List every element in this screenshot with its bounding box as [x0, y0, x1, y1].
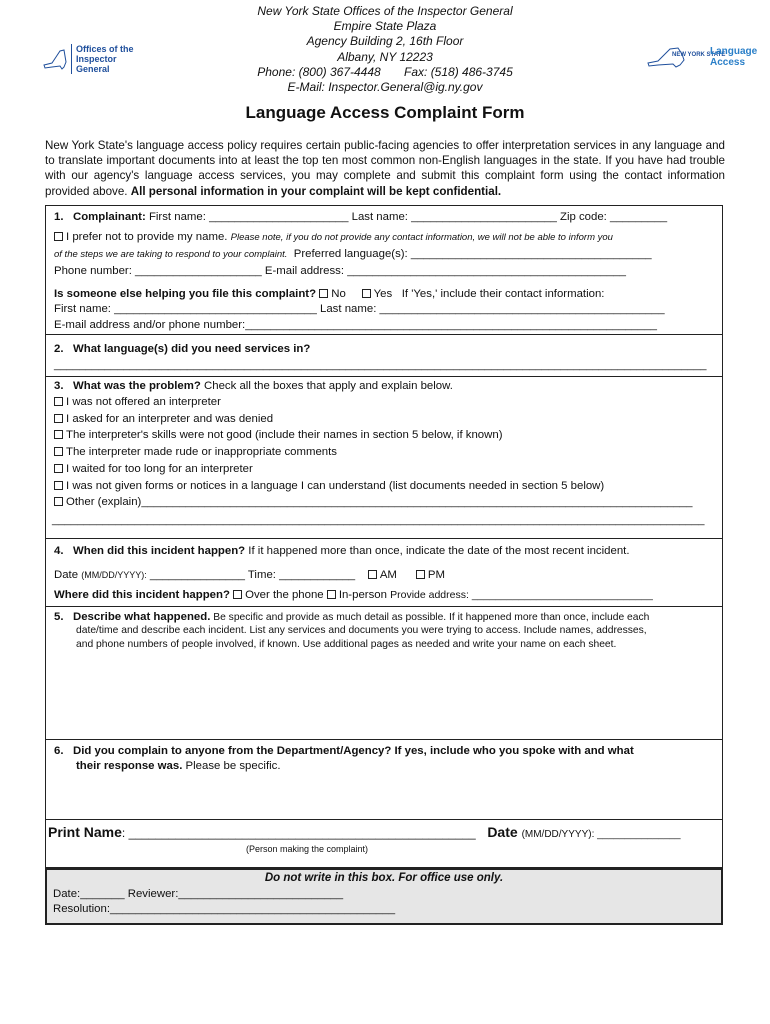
sign-date-field[interactable]: (MM/DD/YYYY): _______________	[521, 829, 681, 840]
complainant-label: Complainant:	[73, 211, 146, 223]
date-format: (MM/DD/YYYY):	[81, 570, 147, 580]
if-yes-instruction: If 'Yes,' include their contact information:	[401, 288, 605, 300]
problem-option: The interpreter made rude or inappropriate comments	[66, 446, 337, 458]
am-label: AM	[379, 569, 397, 581]
pm-checkbox[interactable]	[416, 570, 425, 579]
agency-contact-block	[200, 4, 570, 95]
other-explain-field[interactable]: Other (explain)_______________________________________________________________________________________	[66, 496, 693, 508]
address-field[interactable]: Provide address: _______________________________	[390, 589, 653, 601]
problem-checkbox[interactable]	[54, 481, 63, 490]
section-5-describe[interactable]	[45, 607, 723, 740]
phone-label: Over the phone	[245, 589, 324, 601]
section-3-problem	[45, 377, 723, 539]
office-use-title: Do not write in this box. For office use only.	[264, 872, 504, 884]
complained-question: their response was.	[76, 760, 183, 772]
describe-instruction: and phone numbers of people involved, if known. Use additional pages as needed and write your name on each sheet.	[76, 639, 617, 650]
language-question: What language(s) did you need services in?	[73, 343, 311, 355]
oig-logo	[42, 44, 152, 74]
steps-note: of the steps we are taking to respond to your complaint.	[54, 249, 288, 260]
prefer-not-checkbox[interactable]	[54, 232, 63, 241]
problem-option: I was not given forms or notices in a language I can understand (list documents needed in section 5 below)	[66, 480, 605, 492]
problem-option: I waited for too long for an interpreter	[66, 463, 253, 475]
logo-line: Inspector General	[76, 54, 117, 74]
language-access-text	[710, 46, 757, 68]
print-name-label: Print Name	[48, 824, 122, 840]
section-number: 1.	[54, 211, 64, 223]
problem-checkbox[interactable]	[54, 464, 63, 473]
ny-state-map-icon	[646, 45, 726, 69]
logo-line: Language	[710, 46, 758, 57]
problem-checkbox[interactable]	[54, 430, 63, 439]
phone-checkbox[interactable]	[233, 590, 242, 599]
address-line: Agency Building 2, 16th Floor	[306, 34, 464, 49]
office-use-box	[45, 868, 723, 925]
resolution-field[interactable]: Resolution:_____________________________________________	[53, 903, 396, 915]
agency-name: New York State Offices of the Inspector General	[257, 4, 513, 18]
print-name-field[interactable]: : ____________________________________________________	[121, 826, 476, 840]
section-number: 2.	[54, 343, 64, 355]
when-question: When did this incident happen?	[73, 545, 246, 557]
problem-option: The interpreter's skills were not good (include their names in section 5 below, if known)	[66, 429, 503, 441]
other-checkbox[interactable]	[54, 497, 63, 506]
date-reviewer-field[interactable]: Date:_______ Reviewer:__________________________	[53, 888, 344, 900]
address-line: Empire State Plaza	[333, 19, 437, 34]
date-time-fields[interactable]: _______________ Time: ____________	[146, 569, 356, 581]
inperson-checkbox[interactable]	[327, 590, 336, 599]
intro-text: New York State's language access policy requires certain public-facing agencies to offer interpretation services in any language and to translate important documents into at least the top ten most common non-English languages in the state. If you have had trouble with our agency's language access services, you may complete and submit this complaint form using the contact information provided above.	[45, 139, 725, 198]
describe-instruction: date/time and describe each incident. List any services and documents you were trying to access. Include names, addresses,	[76, 625, 647, 636]
where-question: Where did this incident happen?	[54, 589, 230, 601]
language-answer-line[interactable]: _______________________________________________________________________________________________________	[54, 359, 707, 371]
describe-question: Describe what happened.	[73, 611, 211, 623]
describe-instruction: Be specific and provide as much detail as possible. If it happened more than once, include each	[210, 612, 650, 623]
when-instruction: If it happened more than once, indicate the date of the most recent incident.	[245, 545, 630, 557]
problem-checkbox[interactable]	[54, 414, 63, 423]
oig-logo-text	[71, 44, 152, 74]
logo-line: Access	[710, 57, 746, 68]
helper-contact-field[interactable]: E-mail address and/or phone number:_________________________________________________________________	[54, 319, 657, 331]
person-caption: (Person making the complaint)	[246, 844, 369, 854]
helping-no-checkbox[interactable]	[319, 289, 328, 298]
logo-state-text: NEW YORK STATE	[672, 52, 726, 58]
helper-name-fields[interactable]: First name: ________________________________ Last name: _____________________________________________	[54, 303, 665, 315]
problem-checkbox[interactable]	[54, 397, 63, 406]
complained-instruction: Please be specific.	[182, 760, 281, 772]
section-4-when	[45, 539, 723, 607]
date-label: Date	[54, 569, 79, 581]
language-access-logo	[646, 42, 758, 72]
prefer-not-label: I prefer not to provide my name.	[66, 231, 228, 243]
section-6-complained[interactable]	[45, 740, 723, 820]
am-checkbox[interactable]	[368, 570, 377, 579]
inperson-label: In-person	[338, 589, 387, 601]
pm-label: PM	[427, 569, 445, 581]
phone-fax: Phone: (800) 367-4448 Fax: (518) 486-3745	[257, 64, 513, 79]
email-line: E-Mail: Inspector.General@ig.ny.gov	[287, 80, 483, 95]
name-zip-fields[interactable]: First name: ______________________ Last name: _______________________ Zip code: _________	[145, 211, 668, 223]
helping-yes-checkbox[interactable]	[362, 289, 371, 298]
section-2-language	[45, 335, 723, 377]
problem-option: I was not offered an interpreter	[66, 396, 221, 408]
section-number: 3.	[54, 380, 64, 392]
intro-paragraph	[45, 138, 725, 199]
phone-email-fields[interactable]: Phone number: ____________________ E-mail address: ____________________________________________	[54, 265, 626, 277]
ny-state-map-icon	[42, 47, 68, 71]
no-label: No	[331, 288, 346, 300]
section-number: 5.	[54, 611, 64, 623]
address-line: Albany, NY 12223	[337, 49, 433, 64]
explain-line[interactable]: _______________________________________________________________________________________________________	[52, 514, 705, 526]
prefer-note: Please note, if you do not provide any contact information, we will not be able to inform you	[230, 232, 613, 243]
confidential-note: All personal information in your complaint will be kept confidential.	[130, 184, 502, 198]
form-title: Language Access Complaint Form	[245, 103, 525, 122]
section-number: 6.	[54, 745, 64, 757]
logo-line: Offices of the	[76, 44, 134, 54]
signature-section	[45, 820, 723, 868]
section-1-complainant	[45, 205, 723, 335]
helping-question: Is someone else helping you file this complaint?	[54, 288, 317, 300]
preferred-language-field[interactable]: Preferred language(s): ______________________________________	[287, 248, 652, 260]
problem-instruction: Check all the boxes that apply and explain below.	[200, 380, 453, 392]
complained-question: Did you complain to anyone from the Department/Agency? If yes, include who you spoke with and what	[73, 745, 634, 757]
problem-checkbox[interactable]	[54, 447, 63, 456]
problem-question: What was the problem?	[73, 380, 201, 392]
problem-option: I asked for an interpreter and was denied	[66, 413, 274, 425]
yes-label: Yes	[373, 288, 393, 300]
section-number: 4.	[54, 545, 64, 557]
sign-date-label: Date	[487, 824, 518, 840]
